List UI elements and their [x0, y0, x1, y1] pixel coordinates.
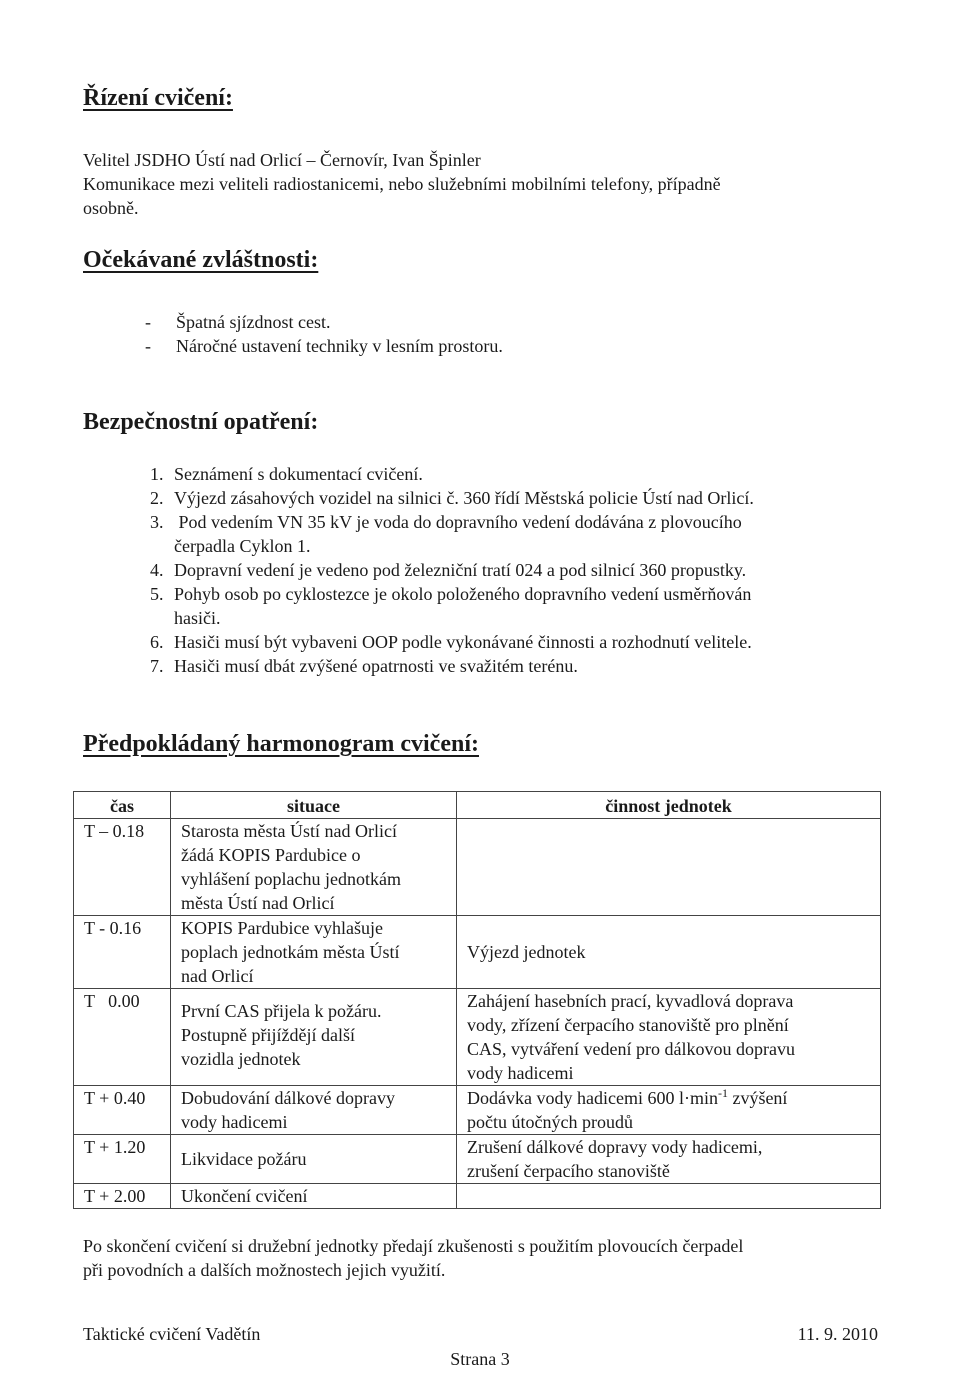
closing-line: Po skončení cvičení si družební jednotky předají zkušenosti s použitím plovoucích čerpadel — [83, 1236, 744, 1256]
list-item: 6. Hasiči musí být vybaveni OOP podle vykonávané činnosti a rozhodnutí velitele. — [150, 632, 752, 652]
header-situace: situace — [171, 792, 457, 819]
list-item: - Náročné ustavení techniky v lesním prostoru. — [145, 336, 503, 356]
table-row — [74, 819, 881, 916]
cell-cas: T + 0.40 — [74, 1086, 171, 1135]
cell-cas: T – 0.18 — [74, 819, 171, 916]
cell-cas: T + 1.20 — [74, 1135, 171, 1184]
footer-date: 11. 9. 2010 — [797, 1324, 878, 1344]
cell-situace: Dobudování dálkové dopravy vody hadicemi — [171, 1086, 457, 1135]
heading-harmonogram: Předpokládaný harmonogram cvičení: — [83, 731, 479, 757]
header-cas: čas — [74, 792, 171, 819]
list-item: 4. Dopravní vedení je vedeno pod železniční tratí 024 a pod silnicí 360 propustky. — [150, 560, 747, 580]
cell-situace: První CAS přijela k požáru. Postupně přijíždějí další vozidla jednotek — [171, 989, 457, 1086]
ocekavane-list — [145, 310, 503, 358]
rizeni-line: osobně. — [83, 198, 139, 218]
cell-situace: Ukončení cvičení — [171, 1184, 457, 1209]
bezpecnost-list — [150, 462, 890, 678]
closing-paragraph — [83, 1234, 743, 1282]
list-item: 1. Seznámení s dokumentací cvičení. — [150, 464, 423, 484]
table-row — [74, 1135, 881, 1184]
closing-line: při povodních a dalších možnostech jejich využití. — [83, 1260, 446, 1280]
cell-situace: KOPIS Pardubice vyhlašuje poplach jednotkám města Ústí nad Orlicí — [171, 916, 457, 989]
superscript: -1 — [717, 1086, 728, 1100]
cell-cinnost: Zahájení hasebních prací, kyvadlová doprava vody, zřízení čerpacího stanoviště pro plnění CAS, vytváření vedení pro dálkovou dopravu vody hadicemi — [457, 989, 881, 1086]
cell-cinnost: Dodávka vody hadicemi 600 $l\cdot\min^{-1}$ zvýšení počtu útočných proudů — [457, 1086, 881, 1135]
cell-situace: Starosta města Ústí nad Orlicí žádá KOPIS Pardubice o vyhlášení poplachu jednotkám města Ústí nad Orlicí — [171, 819, 457, 916]
cell-situace: Likvidace požáru — [171, 1135, 457, 1184]
cell-cas: T 0.00 — [74, 989, 171, 1086]
list-item-continuation: hasiči. — [174, 608, 221, 628]
page-number: Strana 3 — [450, 1349, 510, 1369]
header-cinnost: činnost jednotek — [457, 792, 881, 819]
heading-rizeni: Řízení cvičení: — [83, 85, 233, 111]
table-row — [74, 916, 881, 989]
list-item: - Špatná sjízdnost cest. — [145, 312, 331, 332]
heading-bezpecnost: Bezpečnostní opatření: — [83, 409, 319, 435]
list-item: 7. Hasiči musí dbát zvýšené opatrnosti ve svažitém terénu. — [150, 656, 578, 676]
cell-cas: T - 0.16 — [74, 916, 171, 989]
cell-cinnost: Výjezd jednotek — [457, 916, 881, 989]
cell-cinnost — [457, 819, 881, 916]
list-item: 2. Výjezd zásahových vozidel na silnici č. 360 řídí Městská policie Ústí nad Orlicí. — [150, 488, 754, 508]
cell-cinnost — [457, 1184, 881, 1209]
harmonogram-table — [73, 791, 881, 1209]
table-row — [74, 989, 881, 1086]
table-row — [74, 1184, 881, 1209]
heading-ocekavane: Očekávané zvláštnosti: — [83, 247, 319, 273]
list-item: 5. Pohyb osob po cyklostezce je okolo položeného dopravního vedení usměrňován — [150, 584, 752, 604]
table-row — [74, 1086, 881, 1135]
cell-cas: T + 2.00 — [74, 1184, 171, 1209]
table-header-row — [74, 792, 881, 819]
list-item: 3. Pod vedením VN 35 kV je voda do dopravního vedení dodávána z plovoucího — [150, 512, 742, 532]
rizeni-line: Komunikace mezi veliteli radiostanicemi, nebo služebními mobilními telefony, případně — [83, 174, 721, 194]
rizeni-paragraph — [83, 148, 721, 220]
footer-title: Taktické cvičení Vadětín — [83, 1324, 261, 1344]
cell-cinnost: Zrušení dálkové dopravy vody hadicemi, zrušení čerpacího stanoviště — [457, 1135, 881, 1184]
list-item-continuation: čerpadla Cyklon 1. — [174, 536, 311, 556]
rizeni-line: Velitel JSDHO Ústí nad Orlicí – Černovír, Ivan Špinler — [83, 150, 481, 170]
